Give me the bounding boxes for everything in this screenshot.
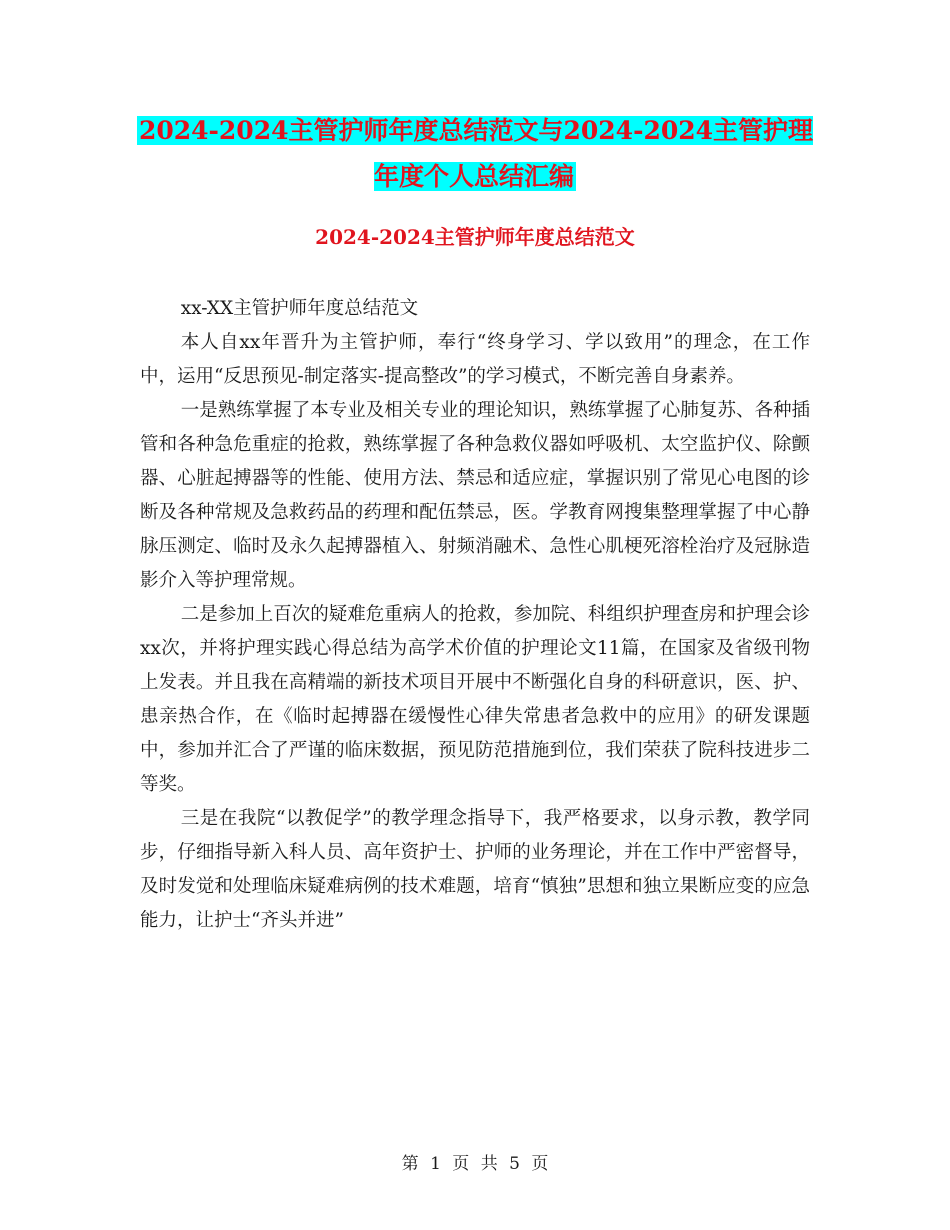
document-body (140, 292, 810, 938)
page-footer: 第 1 页 共 5 页 (401, 1154, 549, 1174)
document-title-text: 2024-2024主管护师年度总结范文与2024-2024主管护理年度个人总结汇编 (138, 116, 814, 191)
section-heading: 2024-2024主管护师年度总结范文 (315, 225, 635, 249)
body-paragraph: 一是熟练掌握了本专业及相关专业的理论知识，熟练掌握了心肺复苏、各种插管和各种急危重症的抢救，熟练掌握了各种急救仪器如呼吸机、太空监护仪、除颤器、心脏起搏器等的性能、使用方法、禁忌和适应症，掌握识别了常见心电图的诊断及各种常规及急救药品的药理和配伍禁忌，医。学教育网搜集整理掌握了中心静脉压测定、临时及永久起搏器植入、射频消融术、急性心肌梗死溶栓治疗及冠脉造影介入等护理常规。 (140, 400, 810, 591)
body-paragraph: 三是在我院“以教促学”的教学理念指导下，我严格要求，以身示教，教学同步，仔细指导新入科人员、高年资护士、护师的业务理论，并在工作中严密督导，及时发觉和处理临床疑难病例的技术难题，培育“慎独”思想和独立果断应变的应急能力，让护士“齐头并进” (140, 808, 810, 931)
body-paragraph: 二是参加上百次的疑难危重病人的抢救，参加院、科组织护理查房和护理会诊xx次，并将护理实践心得总结为高学术价值的护理论文11篇，在国家及省级刊物上发表。并且我在高精端的新技术项目开展中不断强化自身的科研意识，医、护、患亲热合作，在《临时起搏器在缓慢性心律失常患者急救中的应用》的研发课题中，参加并汇合了严谨的临床数据，预见防范措施到位，我们荣获了院科技进步二等奖。 (140, 604, 810, 795)
document-title (130, 108, 820, 200)
body-paragraph: 本人自xx年晋升为主管护师，奉行“终身学习、学以致用”的理念，在工作中，运用“反思预见-制定落实-提高整改”的学习模式，不断完善自身素养。 (140, 332, 810, 387)
body-paragraph: xx-XX主管护师年度总结范文 (180, 298, 419, 319)
